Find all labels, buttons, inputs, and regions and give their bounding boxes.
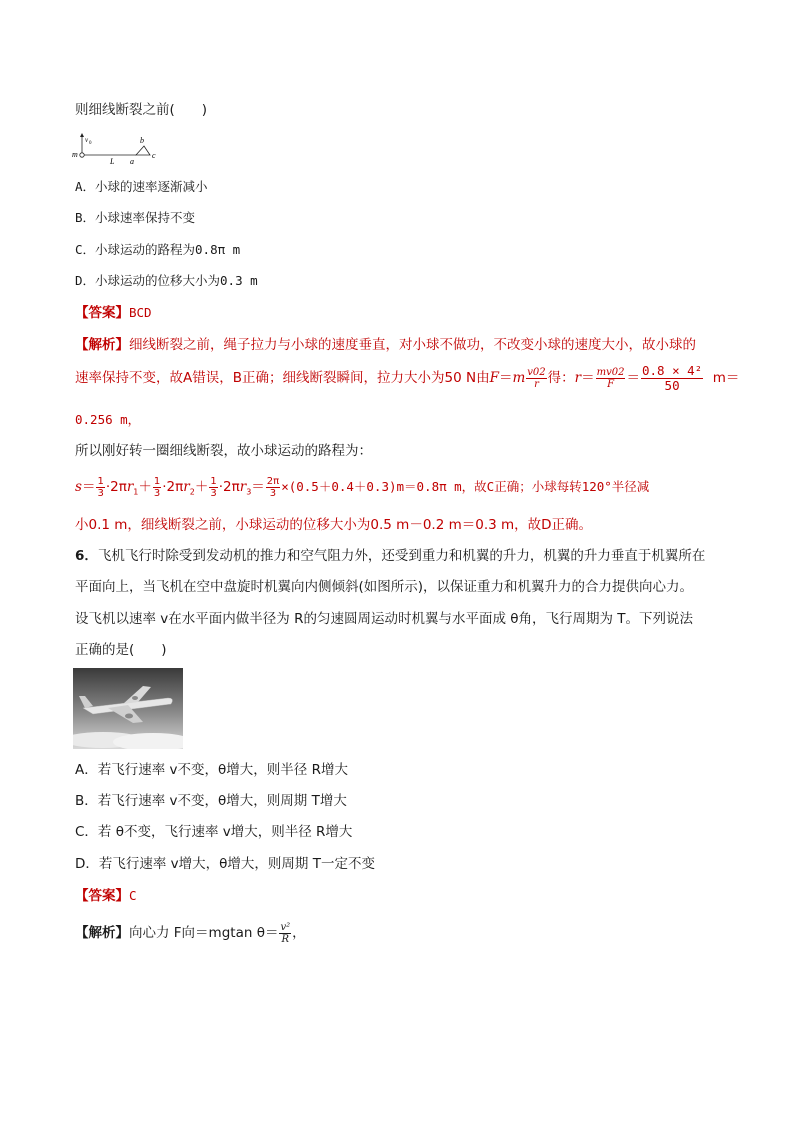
label-m: m [72, 150, 78, 159]
q5-option-c: C．小球运动的路程为0.8π m [75, 242, 241, 257]
analysis-text: m＝ [712, 370, 740, 386]
question-number: 6． [75, 548, 98, 564]
label-L: L [110, 157, 115, 166]
analysis-text: ， [292, 925, 306, 941]
q5-analysis-line-2: 速率保持不变，故A错误，B正确；细线断裂瞬间，拉力大小为50 N由F＝m $\frac{v02}{r}$ 得：r＝ $\frac{mv02}{F}$ ＝ $\frac{\text{0.8 × 4²}}{50}$ m＝ [75, 362, 740, 393]
q5-analysis-line-5: s＝ $\frac{1}{3}$ $\cdot 2\pi r_1+$ $\frac{1}{3}$ $\cdot 2\pi r_2+$ $\frac{1}{3}$ $\cdot 2\pi r_3=$ $\frac{2\pi}{3}$ ×(0.5＋0.4＋0.3)m＝0.8π m，故C正确；小球每转120°半径减 [75, 475, 650, 499]
q5-option-d: D．小球运动的位移大小为0.3 m [75, 273, 258, 288]
answer-label: 【答案】 [75, 305, 129, 321]
fraction [96, 476, 104, 499]
q6-stem-line-3: 设飞机以速率 v在水平面内做半径为 R的匀速圆周运动时机翼与水平面成 θ角，飞行周期为 T。下列说法 [75, 611, 694, 627]
fraction-den: R [281, 933, 290, 945]
q5-analysis-line-1 [75, 335, 696, 355]
q5-circular-motion-diagram [70, 133, 160, 169]
q5-option-b: B．小球速率保持不变 [75, 210, 196, 225]
fraction [596, 367, 626, 390]
answer-value: C [129, 888, 137, 903]
fraction-num: 1 [97, 475, 104, 487]
q6-stem-line-2: 平面向上，当飞机在空中盘旋时机翼向内侧倾斜(如图所示)，以保证重力和机翼升力的合力提供向心力。 [75, 579, 694, 595]
analysis-text: 向心力 F向＝mgtan θ＝ [129, 925, 279, 941]
fraction-den: 3 [210, 487, 217, 499]
answer-label: 【答案】 [75, 888, 129, 904]
analysis-text: 细线断裂之前，绳子拉力与小球的速度垂直，对小球不做功，不改变小球的速度大小，故小球的 [129, 337, 696, 353]
q5-stem-tail: 则细线断裂之前( ) [75, 102, 208, 118]
fraction-den: 3 [269, 487, 277, 499]
q6-answer [75, 886, 137, 906]
fraction-num: 2π [266, 475, 280, 487]
label-a: a [130, 157, 134, 166]
fraction-den: 3 [97, 487, 104, 499]
fraction-den: r [534, 378, 539, 390]
fraction-num: v² [280, 921, 291, 933]
fraction-num: 1 [210, 475, 217, 487]
q6-option-a: A．若飞行速率 v不变，θ增大，则半径 R增大 [75, 762, 348, 778]
q6-stem-line-4: 正确的是( ) [75, 642, 167, 658]
label-v0: v [85, 136, 89, 144]
fraction-num: mv02 [596, 366, 625, 378]
fraction-den: F [607, 378, 615, 390]
velocity-arrowhead [80, 133, 84, 137]
airplane-photo [73, 668, 183, 749]
fraction [209, 476, 217, 499]
q5-analysis-line-6: 小0.1 m，细线断裂之前，小球运动的位移大小为0.5 m－0.2 m＝0.3 m，故D正确。 [75, 517, 593, 533]
stem-text: 飞机飞行时除受到发动机的推力和空气阻力外，还受到重力和机翼的升力，机翼的升力垂直于机翼所在 [97, 548, 706, 564]
fraction [279, 922, 291, 945]
triangle-abc [136, 146, 150, 155]
q6-option-b: B．若飞行速率 v不变，θ增大，则周期 T增大 [75, 793, 347, 809]
q6-option-c: C．若 θ不变，飞行速率 v增大，则半径 R增大 [75, 824, 353, 840]
q5-analysis-line-3: 0.256 m， [75, 412, 141, 427]
q6-option-d: D．若飞行速率 v增大，θ增大，则周期 T一定不变 [75, 856, 375, 872]
fraction [266, 476, 280, 499]
fraction-num: v02 [527, 366, 546, 378]
label-b: b [140, 136, 144, 145]
label-c: c [152, 151, 156, 160]
q6-stem-line-1 [75, 546, 705, 566]
fraction-den: 50 [664, 377, 680, 393]
fraction [641, 364, 703, 393]
fraction-den: 3 [153, 487, 161, 499]
analysis-text: 得： [547, 370, 575, 386]
label-v0-sub: 0 [89, 141, 92, 146]
q5-answer [75, 303, 152, 323]
analysis-text: ×(0.5＋0.4＋0.3)m＝0.8π m，故C正确；小球每转120°半径减 [281, 479, 650, 494]
ball-m [80, 153, 84, 157]
fraction-num: 1 [153, 475, 161, 487]
q5-option-a: A．小球的速率逐渐减小 [75, 179, 208, 194]
q6-analysis [75, 918, 306, 948]
fraction [153, 476, 161, 499]
analysis-label: 【解析】 [75, 337, 129, 353]
analysis-text: 速率保持不变，故A错误，B正确；细线断裂瞬间，拉力大小为50 N由 [75, 370, 490, 386]
q5-analysis-line-4: 所以刚好转一圈细线断裂，故小球运动的路程为： [75, 443, 372, 459]
fraction-num: 0.8 × 4² [641, 362, 703, 378]
answer-value: BCD [129, 305, 152, 320]
fraction [526, 367, 546, 390]
analysis-label: 【解析】 [75, 925, 129, 941]
